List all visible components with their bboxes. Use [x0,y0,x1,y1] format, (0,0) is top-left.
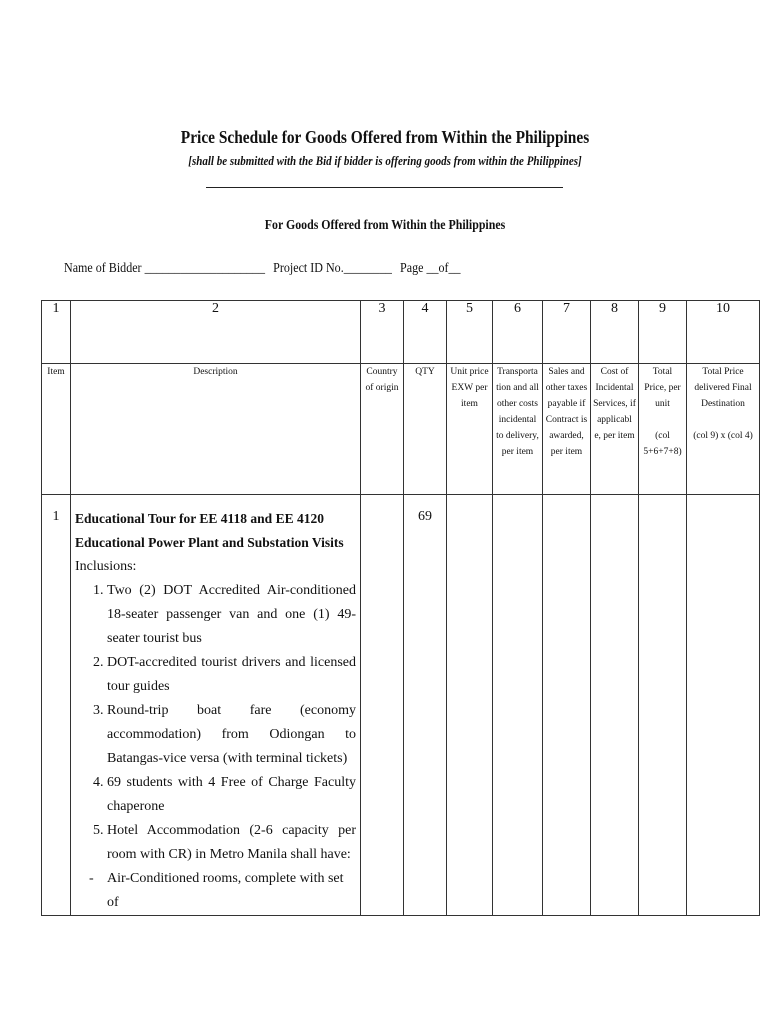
inclusions-list [75,579,356,867]
transportation-cell [493,495,543,916]
bidder-info-line [64,261,466,277]
sales-taxes-cell [543,495,591,916]
list-item: 2. DOT-accredited tourist drivers and licensed tour guides [107,651,356,699]
column-number: 3 [361,301,404,364]
incidental-services-cell [591,495,639,916]
dash-item-text: Air-Conditioned rooms, complete with set of [107,871,344,910]
column-number-row [42,301,760,364]
header-country-label: Country of origin [365,367,399,393]
column-number: 6 [493,301,543,364]
dash-marker: - [89,871,94,886]
list-item: 1. Two (2) DOT Accredited Air-conditioned 18-seater passenger van and one (1) 49-seater tourist bus [107,579,356,651]
header-country [361,364,404,495]
document-title: Price Schedule for Goods Offered from Within the Philippines [180,127,590,147]
header-unit-price-label: Unit price EXW per item [450,367,489,409]
country-of-origin-cell [361,495,404,916]
column-number: 7 [543,301,591,364]
total-per-unit-cell [639,495,687,916]
column-number: 2 [71,301,361,364]
column-number: 1 [42,301,71,364]
divider-line [206,187,563,188]
project-id-field: Project ID No.________ [273,261,392,276]
item-number: 1 [42,495,71,916]
header-qty-label: QTY [415,367,435,377]
header-total-delivered [687,364,760,495]
section-title: For Goods Offered from Within the Philippines [264,217,506,232]
header-sales-taxes-label: Sales and other taxes payable if Contract is awarded, per item [545,367,588,457]
header-transportation [493,364,543,495]
header-description-label: Description [193,367,238,377]
item-description [71,495,361,916]
header-total-delivered-label: Total Price delivered Final Destination (col 9) x (col 4) [693,367,753,441]
dash-list-item [75,867,356,915]
column-number: 4 [404,301,447,364]
header-sales-taxes [543,364,591,495]
description-title-line-1: Educational Tour for EE 4118 and EE 4120 [75,511,324,526]
document-subtitle: [shall be submitted with the Bid if bidder is offering goods from within the Philippines] [188,154,582,168]
list-item: 4. 69 students with 4 Free of Charge Faculty chaperone [107,771,356,819]
header-description [71,364,361,495]
header-transportation-label: Transporta tion and all other costs incidental to delivery, per item [496,367,539,457]
header-total-per-unit [639,364,687,495]
inclusions-label: Inclusions: [75,559,137,574]
header-incidental-services [591,364,639,495]
column-number: 10 [687,301,760,364]
header-item-label: Item [47,367,65,377]
header-qty [404,364,447,495]
total-delivered-cell [687,495,760,916]
unit-price-cell [447,495,493,916]
page-number-field: Page __of__ [400,261,461,276]
table-row [42,495,760,916]
price-schedule-table [41,300,760,916]
header-total-per-unit-label: Total Price, per unit (col 5+6+7+8) [643,367,682,457]
column-header-row [42,364,760,495]
description-title-line-2: Educational Power Plant and Substation Visits [75,535,344,550]
name-of-bidder-field: Name of Bidder ____________________ [64,261,265,276]
column-number: 9 [639,301,687,364]
header-unit-price [447,364,493,495]
column-number: 8 [591,301,639,364]
header-incidental-services-label: Cost of Incidental Services, if applicabl e, per item [593,367,636,441]
header-item [42,364,71,495]
column-number: 5 [447,301,493,364]
qty-cell: 69 [404,495,447,916]
list-item: 3. Round-trip boat fare (economy accommodation) from Odiongan to Batangas-vice versa (with terminal tickets) [107,699,356,771]
list-item: 5. Hotel Accommodation (2-6 capacity per room with CR) in Metro Manila shall have: [107,819,356,867]
